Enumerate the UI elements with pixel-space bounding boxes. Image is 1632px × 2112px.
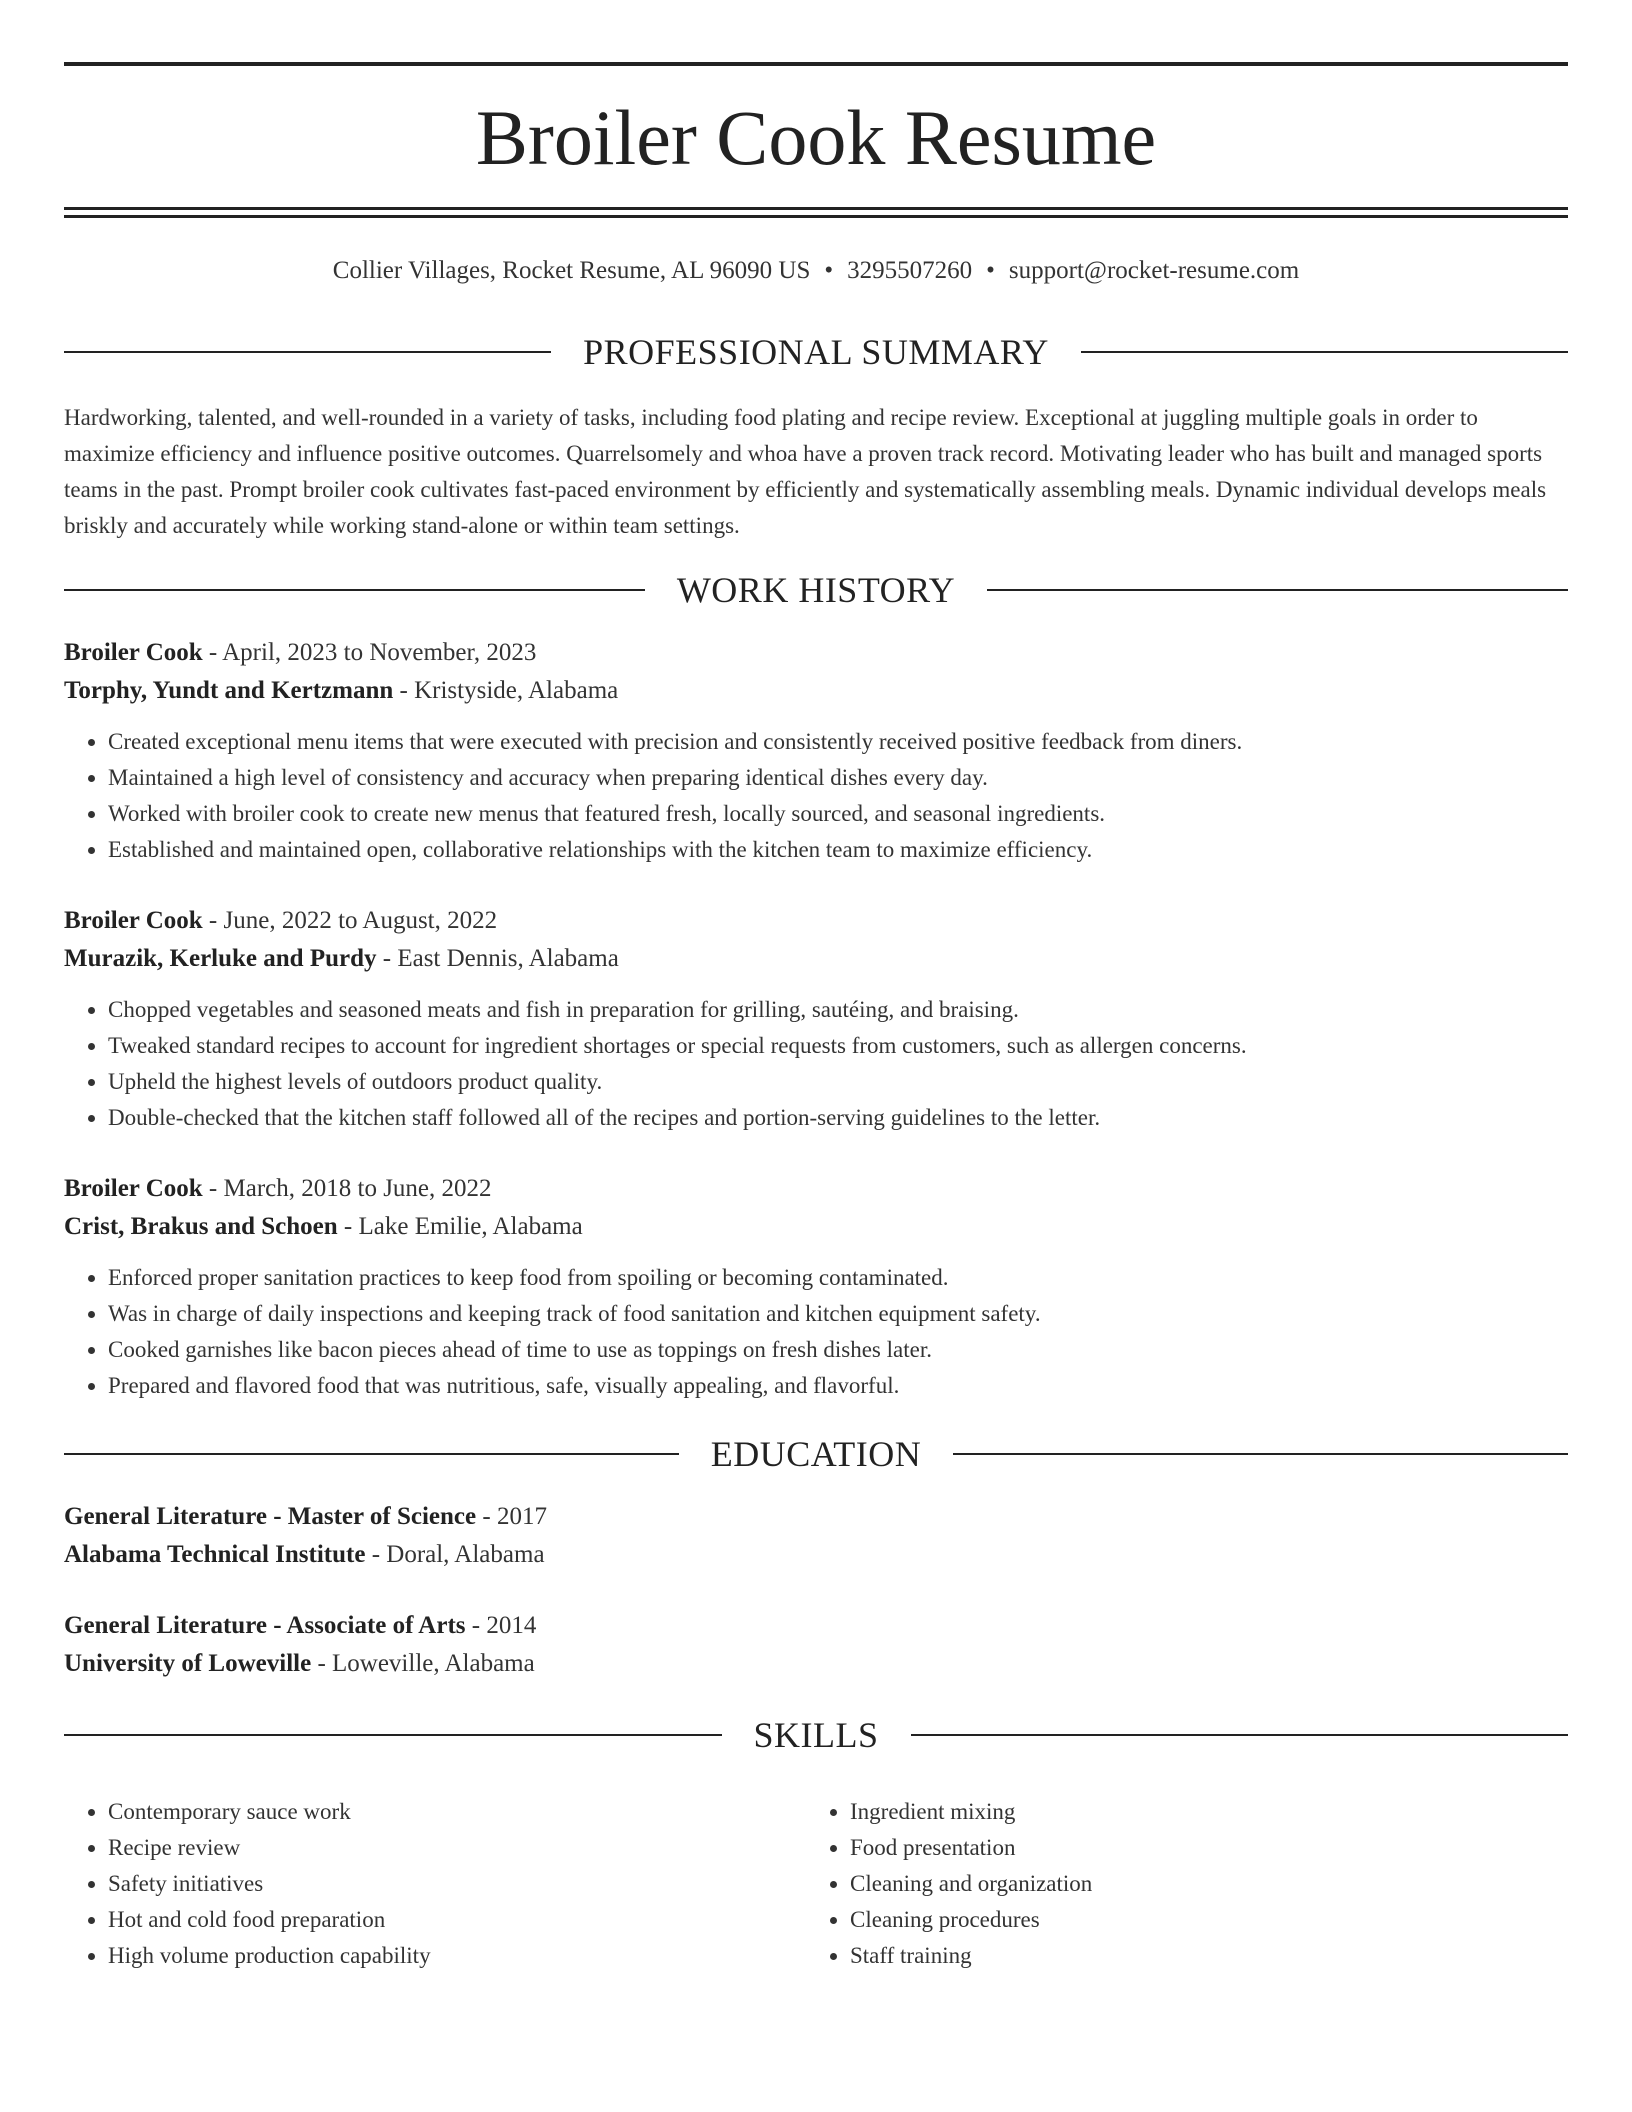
job-dates: - April, 2023 to November, 2023 <box>202 639 537 666</box>
title-rule-upper <box>64 207 1568 210</box>
job-title: Broiler Cook <box>64 907 203 934</box>
education-year: - 2014 <box>465 1612 537 1639</box>
job-bullet: • Cooked garnishes like bacon pieces ahead of time to use as toppings on fresh dishes later. <box>108 1332 1568 1368</box>
education-degree: General Literature - Associate of Arts <box>64 1612 466 1639</box>
job-bullets <box>64 724 1568 868</box>
job-bullets <box>64 1260 1568 1404</box>
skill-item: • Recipe review <box>108 1830 764 1866</box>
contact-line <box>64 254 1568 288</box>
skill-item: • Staff training <box>850 1938 1506 1974</box>
skills-column-left <box>64 1794 764 1974</box>
job-company-line <box>64 940 1568 978</box>
skill-item: • Cleaning and organization <box>850 1866 1506 1902</box>
section-rule <box>1081 351 1568 353</box>
contact-email: support@rocket-resume.com <box>1008 257 1300 284</box>
education-heading: EDUCATION <box>710 1434 922 1474</box>
education-section-header <box>64 1434 1568 1474</box>
work-heading: WORK HISTORY <box>676 570 956 610</box>
skill-item: • Cleaning procedures <box>850 1902 1506 1938</box>
contact-separator: • <box>824 257 834 284</box>
summary-heading: PROFESSIONAL SUMMARY <box>583 332 1049 372</box>
job-bullet: • Maintained a high level of consistency and accuracy when preparing identical dishes every day. <box>108 760 1568 796</box>
job-location: - Lake Emilie, Alabama <box>337 1213 583 1240</box>
job-bullet: • Double-checked that the kitchen staff followed all of the recipes and portion-serving guidelines to the letter. <box>108 1100 1568 1136</box>
job-bullet: • Upheld the highest levels of outdoors product quality. <box>108 1064 1568 1100</box>
skill-item: • Safety initiatives <box>108 1866 764 1902</box>
education-degree-line <box>64 1498 1568 1536</box>
contact-address: Collier Villages, Rocket Resume, AL 96090 US <box>332 257 811 284</box>
job-title: Broiler Cook <box>64 1175 203 1202</box>
job-bullet: • Prepared and flavored food that was nutritious, safe, visually appealing, and flavorful. <box>108 1368 1568 1404</box>
section-rule <box>987 589 1568 591</box>
job-title-line <box>64 634 1568 672</box>
education-location: - Loweville, Alabama <box>311 1650 535 1677</box>
skill-item: • High volume production capability <box>108 1938 764 1974</box>
job-company-line <box>64 672 1568 710</box>
education-school: University of Loweville <box>64 1650 312 1677</box>
summary-text: Hardworking, talented, and well-rounded in a variety of tasks, including food plating and recipe review. Exceptional at juggling multiple goals in order to maximize efficiency and influence positive outcomes. Quarrelsomely and whoa have a proven track record. Motivating leader who has built and managed sports teams in the past. Prompt broiler cook cultivates fast-paced environment by efficiently and systematically assembling meals. Dynamic individual develops meals briskly and accurately while working stand-alone or within team settings. <box>64 405 1547 538</box>
job-bullet: • Created exceptional menu items that were executed with precision and consistently received positive feedback from diners. <box>108 724 1568 760</box>
job-title: Broiler Cook <box>64 639 203 666</box>
job-location: - Kristyside, Alabama <box>393 677 619 704</box>
job-title-line <box>64 902 1568 940</box>
section-rule <box>911 1734 1569 1736</box>
section-rule <box>64 351 551 353</box>
job-entry <box>64 902 1568 1136</box>
job-company: Murazik, Kerluke and Purdy <box>64 945 377 972</box>
education-entry <box>64 1607 1568 1683</box>
summary-section-header <box>64 332 1568 372</box>
job-bullet: • Chopped vegetables and seasoned meats and fish in preparation for grilling, sautéing, and braising. <box>108 992 1568 1028</box>
education-entry <box>64 1498 1568 1574</box>
contact-separator: • <box>986 257 995 284</box>
skills-column-right <box>806 1794 1506 1974</box>
education-school-line <box>64 1536 1568 1574</box>
job-company: Crist, Brakus and Schoen <box>64 1213 338 1240</box>
skill-item: • Hot and cold food preparation <box>108 1902 764 1938</box>
skills-list <box>806 1794 1506 1974</box>
job-dates: - June, 2022 to August, 2022 <box>202 907 498 934</box>
job-bullets <box>64 992 1568 1136</box>
education-degree: General Literature - Master of Science <box>64 1503 477 1530</box>
job-dates: - March, 2018 to June, 2022 <box>202 1175 492 1202</box>
job-bullet: • Was in charge of daily inspections and keeping track of food sanitation and kitchen equipment safety. <box>108 1296 1568 1332</box>
skills-list <box>64 1794 764 1974</box>
title-rule-lower <box>64 215 1568 218</box>
section-rule <box>64 589 645 591</box>
section-rule <box>64 1453 679 1455</box>
job-title-line <box>64 1170 1568 1208</box>
job-bullet: • Worked with broiler cook to create new menus that featured fresh, locally sourced, and seasonal ingredients. <box>108 796 1568 832</box>
education-school-line <box>64 1645 1568 1683</box>
skills-section-header <box>64 1715 1568 1755</box>
section-rule <box>64 1734 722 1736</box>
job-entry <box>64 634 1568 868</box>
contact-phone: 3295507260 <box>847 257 973 284</box>
work-section-header <box>64 570 1568 610</box>
section-rule <box>953 1453 1568 1455</box>
skill-item: • Contemporary sauce work <box>108 1794 764 1830</box>
education-degree-line <box>64 1607 1568 1645</box>
job-company: Torphy, Yundt and Kertzmann <box>64 677 394 704</box>
skill-item: • Food presentation <box>850 1830 1506 1866</box>
job-bullet: • Enforced proper sanitation practices to keep food from spoiling or becoming contaminated. <box>108 1260 1568 1296</box>
education-location: - Doral, Alabama <box>365 1541 545 1568</box>
education-school: Alabama Technical Institute <box>64 1541 366 1568</box>
job-company-line <box>64 1208 1568 1246</box>
top-rule <box>64 62 1568 66</box>
education-year: - 2017 <box>476 1503 547 1530</box>
resume-title: Broiler Cook Resume <box>475 94 1157 181</box>
job-bullet: • Established and maintained open, collaborative relationships with the kitchen team to maximize efficiency. <box>108 832 1568 868</box>
job-entry <box>64 1170 1568 1404</box>
skills-heading: SKILLS <box>753 1715 879 1755</box>
skill-item: • Ingredient mixing <box>850 1794 1506 1830</box>
job-location: - East Dennis, Alabama <box>376 945 619 972</box>
job-bullet: • Tweaked standard recipes to account for ingredient shortages or special requests from customers, such as allergen concerns. <box>108 1028 1568 1064</box>
